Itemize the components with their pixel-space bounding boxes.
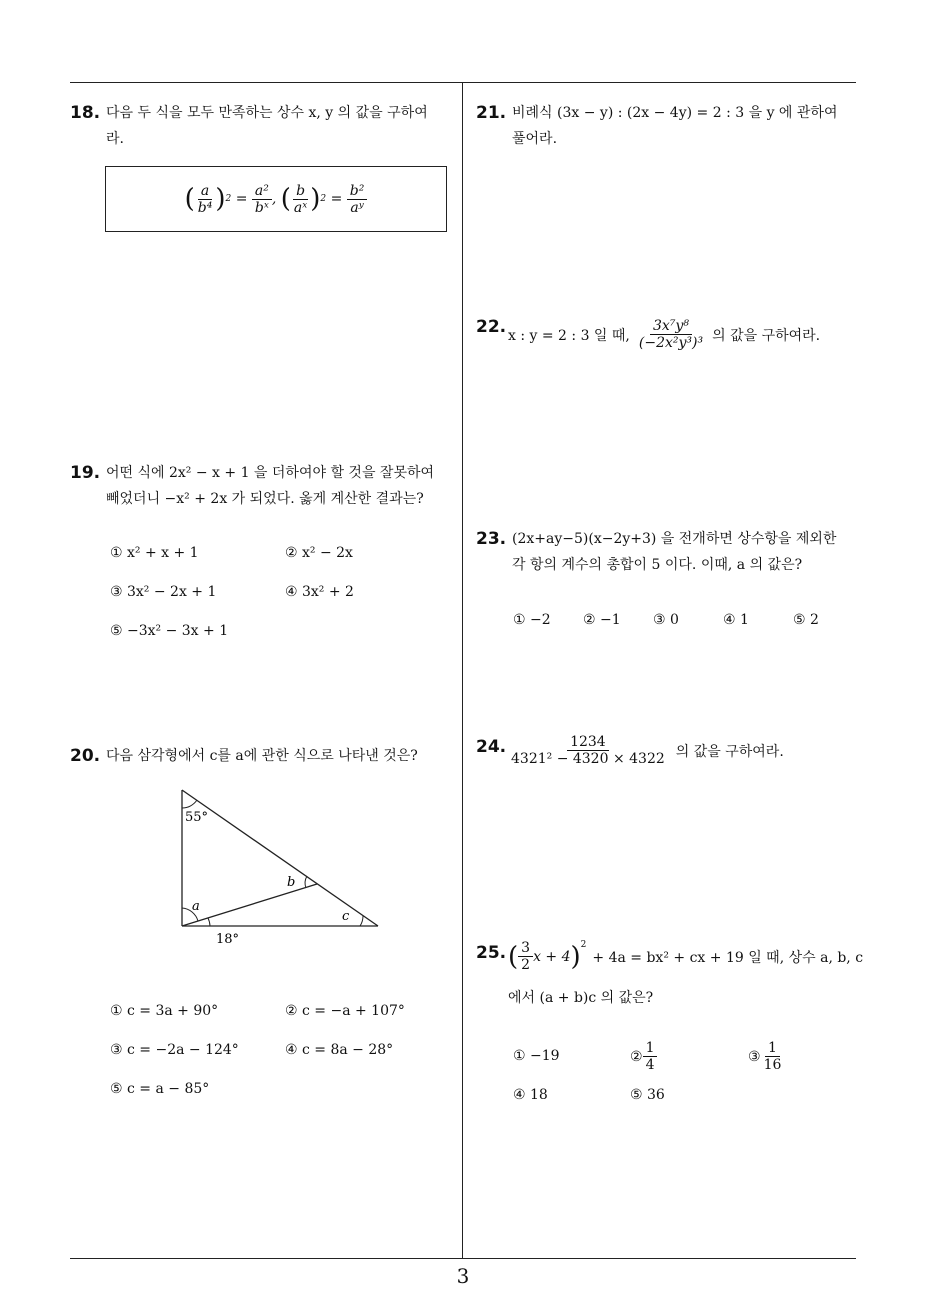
formula-fraction: $\frac{b}{\text{aˣ}}$ — [293, 182, 308, 216]
option-1[interactable]: ① −2 — [513, 612, 551, 628]
option-2[interactable]: ② c = −a + 107° — [285, 1003, 405, 1019]
question-number: 19. — [70, 463, 101, 483]
option-3[interactable]: ③ 0 — [653, 612, 679, 628]
question-number: 23. — [476, 529, 507, 549]
expression-fraction: $\frac{1234}{\text{4321² − 4320 × 4322}}$ — [511, 734, 665, 767]
question-text: 의 값을 구하여라. — [712, 327, 821, 344]
triangle-figure — [170, 780, 390, 950]
angle-label-top: 55° — [185, 810, 209, 825]
option-1[interactable]: ① c = 3a + 90° — [110, 1003, 219, 1019]
question-number: 24. — [476, 737, 507, 757]
angle-label-bottom: 18° — [216, 932, 240, 947]
question-text: 어떤 식에 2x² − x + 1 을 더하여야 할 것을 잘못하여 빼었더니 −x² + 2x 가 되었다. 옳게 계산한 결과는? — [106, 465, 435, 507]
question-text: (2x+ay−5)(x−2y+3) 을 전개하면 상수항을 제외한 각 항의 계수의 총합이 5 이다. 이때, a 의 값은? — [512, 531, 837, 573]
question-number: 18. — [70, 103, 101, 123]
option-3[interactable]: ③ c = −2a − 124° — [110, 1042, 239, 1058]
question-22-body — [508, 318, 820, 351]
option-5[interactable]: ⑤ 2 — [793, 612, 819, 628]
question-text: 비례식 (3x − y) : (2x − 4y) = 2 : 3 을 y 에 관하여 풀어라. — [512, 105, 838, 147]
question-number: 20. — [70, 746, 101, 766]
question-text: 다음 두 식을 모두 만족하는 상수 x, y 의 값을 구하여 라. — [106, 105, 428, 147]
option-1[interactable]: ① x² + x + 1 — [110, 545, 199, 561]
option-5[interactable]: ⑤ 36 — [630, 1087, 665, 1103]
option-4[interactable]: ④ 1 — [723, 612, 749, 628]
option-4[interactable]: ④ 3x² + 2 — [285, 584, 354, 600]
expression-term: x + 4 — [533, 948, 571, 965]
question-text: + 4a = bx² + cx + 19 일 때, 상수 a, b, c — [592, 949, 864, 966]
option-5[interactable]: ⑤ −3x² − 3x + 1 — [110, 623, 229, 639]
question-number: 21. — [476, 103, 507, 123]
top-rule — [70, 82, 856, 83]
question-24-body — [508, 734, 784, 767]
formula-fraction: $\frac{a}{\text{b⁴}}$ — [197, 182, 213, 216]
question-number: 22. — [476, 317, 507, 337]
question-text: 에서 (a + b)c 의 값은? — [508, 990, 654, 1006]
angle-label-b: b — [287, 875, 296, 890]
angle-label-c: c — [342, 909, 350, 924]
formula-box: ( $\frac{a}{\text{b⁴}}$ ) 2 = $\frac{\text{a²}}{\text{bˣ}}$ , ( $\frac{b}{\text{aˣ}}$ ) 2 = $\frac{\text{b²}}{\text{aʸ}}$ — [105, 166, 447, 232]
expression-fraction: $\frac{\text{3x⁷y⁸}}{\text{(−2x²y³)³}}$ — [638, 318, 704, 351]
option-2[interactable]: ② x² − 2x — [285, 545, 353, 561]
angle-label-a: a — [192, 899, 200, 914]
option-2[interactable]: ② $\frac{1}{4}$ — [630, 1040, 657, 1073]
option-4[interactable]: ④ c = 8a − 28° — [285, 1042, 394, 1058]
column-divider — [462, 82, 463, 1258]
option-5[interactable]: ⑤ c = a − 85° — [110, 1081, 210, 1097]
question-text: 의 값을 구하여라. — [675, 743, 784, 760]
formula-fraction: $\frac{\text{a²}}{\text{bˣ}}$ — [252, 183, 272, 216]
question-text: 다음 삼각형에서 c를 a에 관한 식으로 나타낸 것은? — [106, 748, 418, 764]
question-number: 25. — [476, 943, 507, 963]
option-1[interactable]: ① −19 — [513, 1048, 560, 1064]
option-3[interactable]: ③ 3x² − 2x + 1 — [110, 584, 217, 600]
question-25-line1: ( $\frac{3}{2}$ x + 4 ) $^2$ + 4a = bx² + cx + 19 일 때, 상수 a, b, c — [508, 940, 864, 973]
formula-fraction: $\frac{\text{b²}}{\text{aʸ}}$ — [347, 183, 368, 216]
option-3[interactable]: ③ $\frac{1}{16}$ — [748, 1040, 782, 1073]
option-4[interactable]: ④ 18 — [513, 1087, 548, 1103]
bottom-rule — [70, 1258, 856, 1259]
option-2[interactable]: ② −1 — [583, 612, 621, 628]
question-text: x : y = 2 : 3 일 때, — [508, 327, 630, 344]
expression-fraction: $\frac{3}{2}$ — [518, 940, 533, 973]
page-number: 3 — [456, 1264, 470, 1288]
